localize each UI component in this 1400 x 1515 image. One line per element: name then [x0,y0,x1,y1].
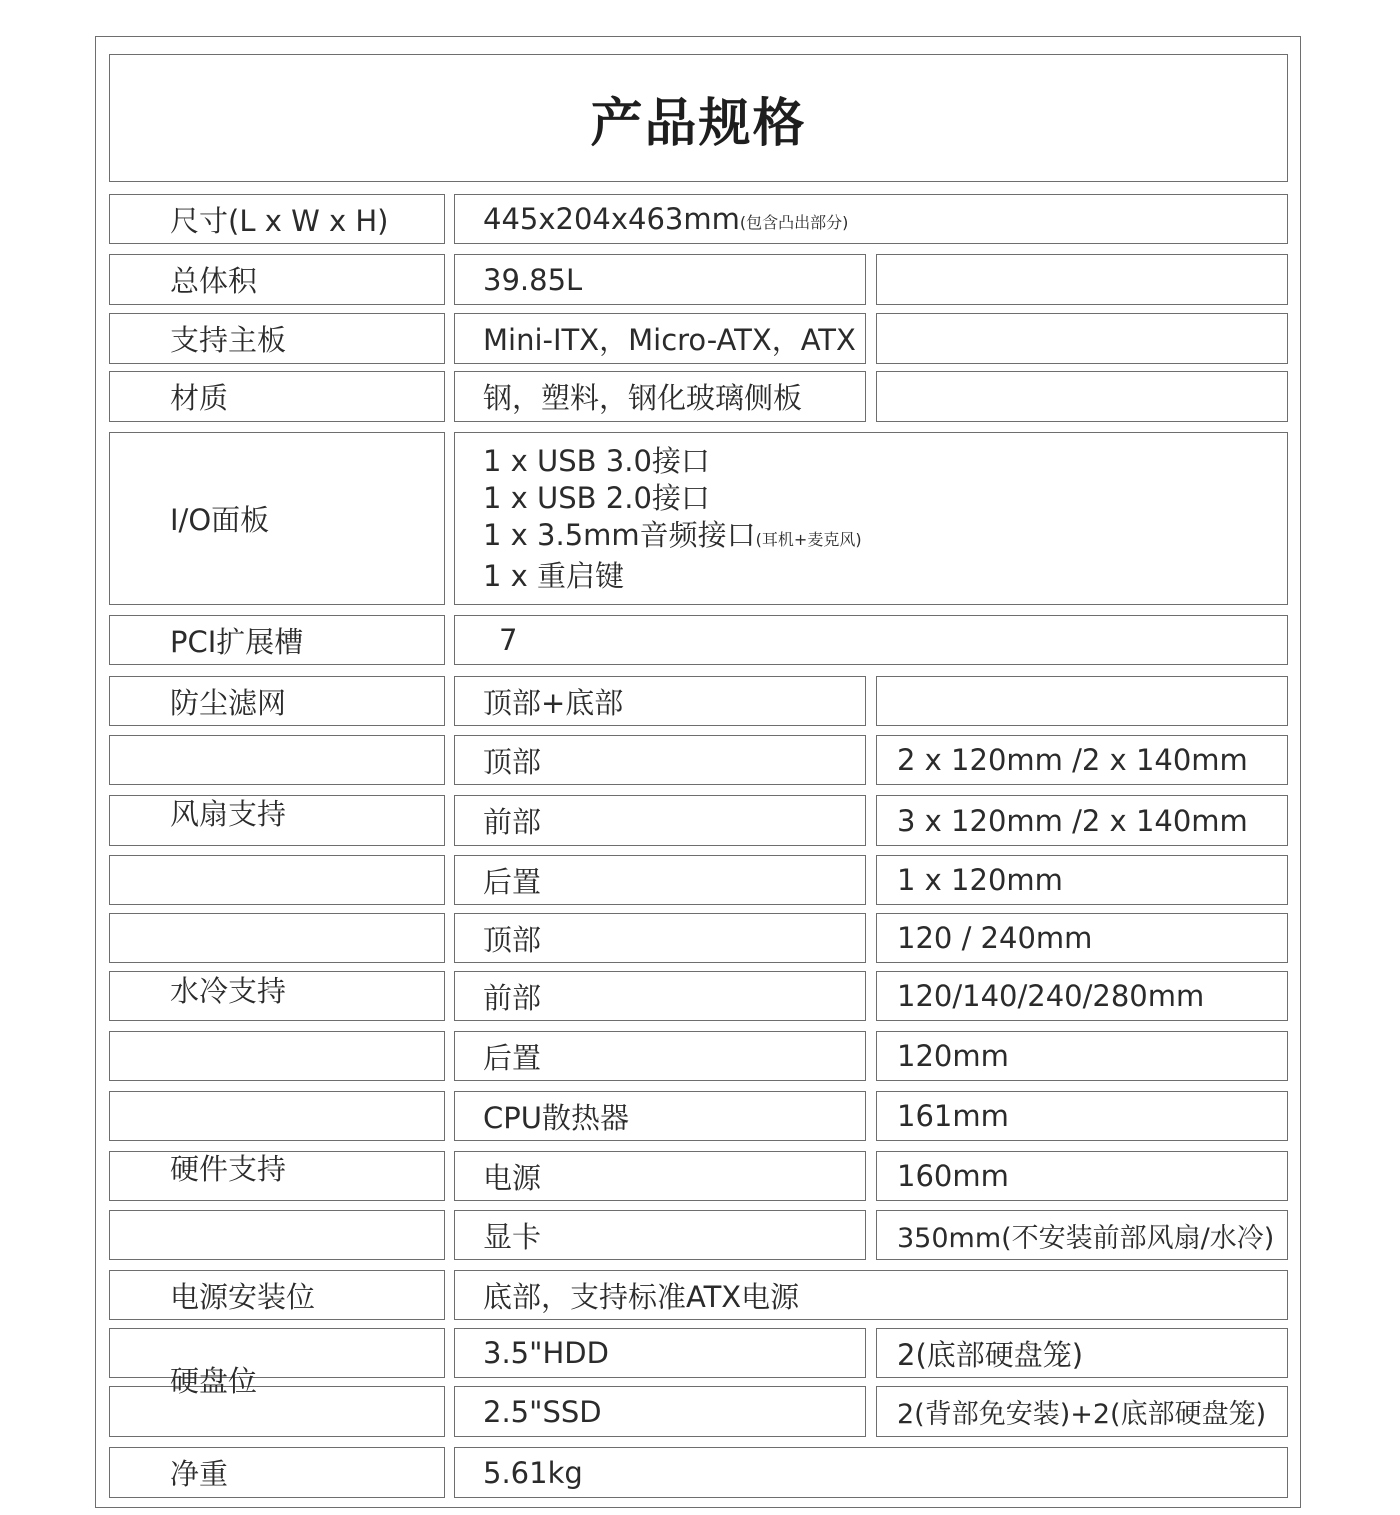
fan-spec-top: 2 x 120mm /2 x 140mm [897,743,1248,777]
label-cell-fan-1 [109,735,445,785]
label-cell-size [109,194,445,244]
label-cell-drive-2 [109,1386,445,1437]
hardware-pos-gpu: 显卡 [483,1219,542,1254]
water-pos-cell [454,971,866,1021]
io-line-audio: 1 x 3.5mm音频接口 [483,517,756,552]
hardware-spec-cell [876,1151,1288,1201]
drive-pos-cell [454,1328,866,1378]
water-pos-top: 顶部 [483,922,542,957]
hardware-pos-cpu: CPU散热器 [483,1100,629,1135]
volume-value: 39.85L [483,262,583,297]
fan-pos-cell [454,855,866,905]
fan-pos-front: 前部 [483,805,542,839]
hardware-spec-cpu: 161mm [897,1099,1009,1133]
fan-spec-cell [876,855,1288,905]
water-pos-cell [454,913,866,963]
label-cell-weight [109,1447,445,1498]
water-pos-front: 前部 [483,980,542,1015]
fan-pos-cell [454,795,866,846]
label-cell-water-1 [109,913,445,963]
hardware-pos-cell [454,1151,866,1201]
label-cell-mobo [109,313,445,364]
fan-pos-rear: 后置 [483,864,542,899]
value-cell-volume [454,254,866,305]
size-note: (包含凸出部分) [739,213,849,232]
fan-spec-cell [876,735,1288,785]
weight-value: 5.61kg [483,1455,583,1490]
fan-spec-cell [876,795,1288,846]
drive-label: 硬盘位 [170,1364,258,1398]
drive-spec-ssd: 2(背部免安装)+2(底部硬盘笼) [897,1399,1267,1430]
drive-spec-hdd: 2(底部硬盘笼) [897,1337,1084,1372]
hardware-pos-cell [454,1091,866,1141]
water-spec-cell [876,913,1288,963]
value-cell-mobo [454,313,866,364]
extra-cell-dust [876,676,1288,726]
extra-cell-mobo [876,313,1288,364]
label-cell-hardware-1 [109,1091,445,1141]
fan-spec-front: 3 x 120mm /2 x 140mm [897,803,1248,838]
water-label: 水冷支持 [170,974,287,1008]
size-label: 尺寸(L x W x H) [170,203,389,238]
value-cell-dust [454,676,866,726]
io-line-usb3: 1 x USB 3.0接口 [483,443,710,478]
pci-label: PCI扩展槽 [170,624,304,659]
value-cell-weight [454,1447,1288,1498]
hardware-pos-psu: 电源 [483,1160,542,1195]
hardware-spec-cell [876,1210,1288,1260]
io-line-usb2: 1 x USB 2.0接口 [483,480,710,515]
dust-label: 防尘滤网 [170,685,287,720]
water-pos-rear: 后置 [483,1040,542,1075]
volume-label: 总体积 [170,264,258,298]
label-cell-hardware-3 [109,1210,445,1260]
drive-spec-cell [876,1328,1288,1378]
label-cell-dust [109,676,445,726]
drive-pos-ssd: 2.5"SSD [483,1394,602,1429]
label-cell-fan-3 [109,855,445,905]
hardware-spec-cell [876,1091,1288,1141]
psu-label: 电源安装位 [170,1279,316,1314]
drive-spec-cell [876,1386,1288,1437]
fan-pos-top: 顶部 [483,744,542,779]
io-label: I/O面板 [170,503,270,537]
page-title: 产品规格 [590,93,807,154]
value-cell-io [454,432,1288,605]
extra-cell-volume [876,254,1288,305]
label-cell-drive-1 [109,1328,445,1378]
water-pos-cell [454,1031,866,1081]
dust-value: 顶部+底部 [483,685,624,720]
value-cell-psu [454,1270,1288,1320]
water-spec-cell [876,971,1288,1021]
hardware-spec-gpu: 350mm(不安装前部风扇/水冷) [897,1222,1275,1254]
title-box [109,54,1288,182]
value-cell-size [454,194,1288,244]
value-cell-material [454,371,866,422]
io-audio-note: (耳机+麦克风) [755,529,862,549]
io-line-audio-wrap [483,517,862,558]
material-label: 材质 [170,381,229,415]
hardware-pos-cell [454,1210,866,1260]
mobo-label: 支持主板 [170,323,287,357]
label-cell-material [109,371,445,422]
hardware-spec-psu: 160mm [897,1159,1009,1193]
label-cell-pci [109,615,445,665]
fan-spec-rear: 1 x 120mm [897,863,1063,897]
water-spec-front: 120/140/240/280mm [897,979,1205,1013]
mobo-value: Mini-ITX，Micro-ATX，ATX [483,323,856,357]
label-cell-volume [109,254,445,305]
value-cell-pci [454,615,1288,665]
water-spec-cell [876,1031,1288,1081]
label-cell-psu [109,1270,445,1320]
label-cell-io [109,432,445,605]
material-value: 钢，塑料，钢化玻璃侧板 [483,381,803,415]
water-spec-top: 120 / 240mm [897,921,1093,955]
label-cell-water-3 [109,1031,445,1081]
weight-label: 净重 [170,1457,229,1491]
pci-value: 7 [499,623,518,657]
io-line-reset: 1 x 重启键 [483,558,625,593]
psu-value: 底部，支持标准ATX电源 [483,1279,800,1314]
drive-pos-hdd: 3.5"HDD [483,1336,609,1370]
extra-cell-material [876,371,1288,422]
size-value: 445x204x463mm [483,202,740,236]
hardware-label: 硬件支持 [170,1152,287,1186]
fan-label: 风扇支持 [170,797,287,831]
fan-pos-cell [454,735,866,785]
drive-pos-cell [454,1386,866,1437]
water-spec-rear: 120mm [897,1039,1009,1073]
